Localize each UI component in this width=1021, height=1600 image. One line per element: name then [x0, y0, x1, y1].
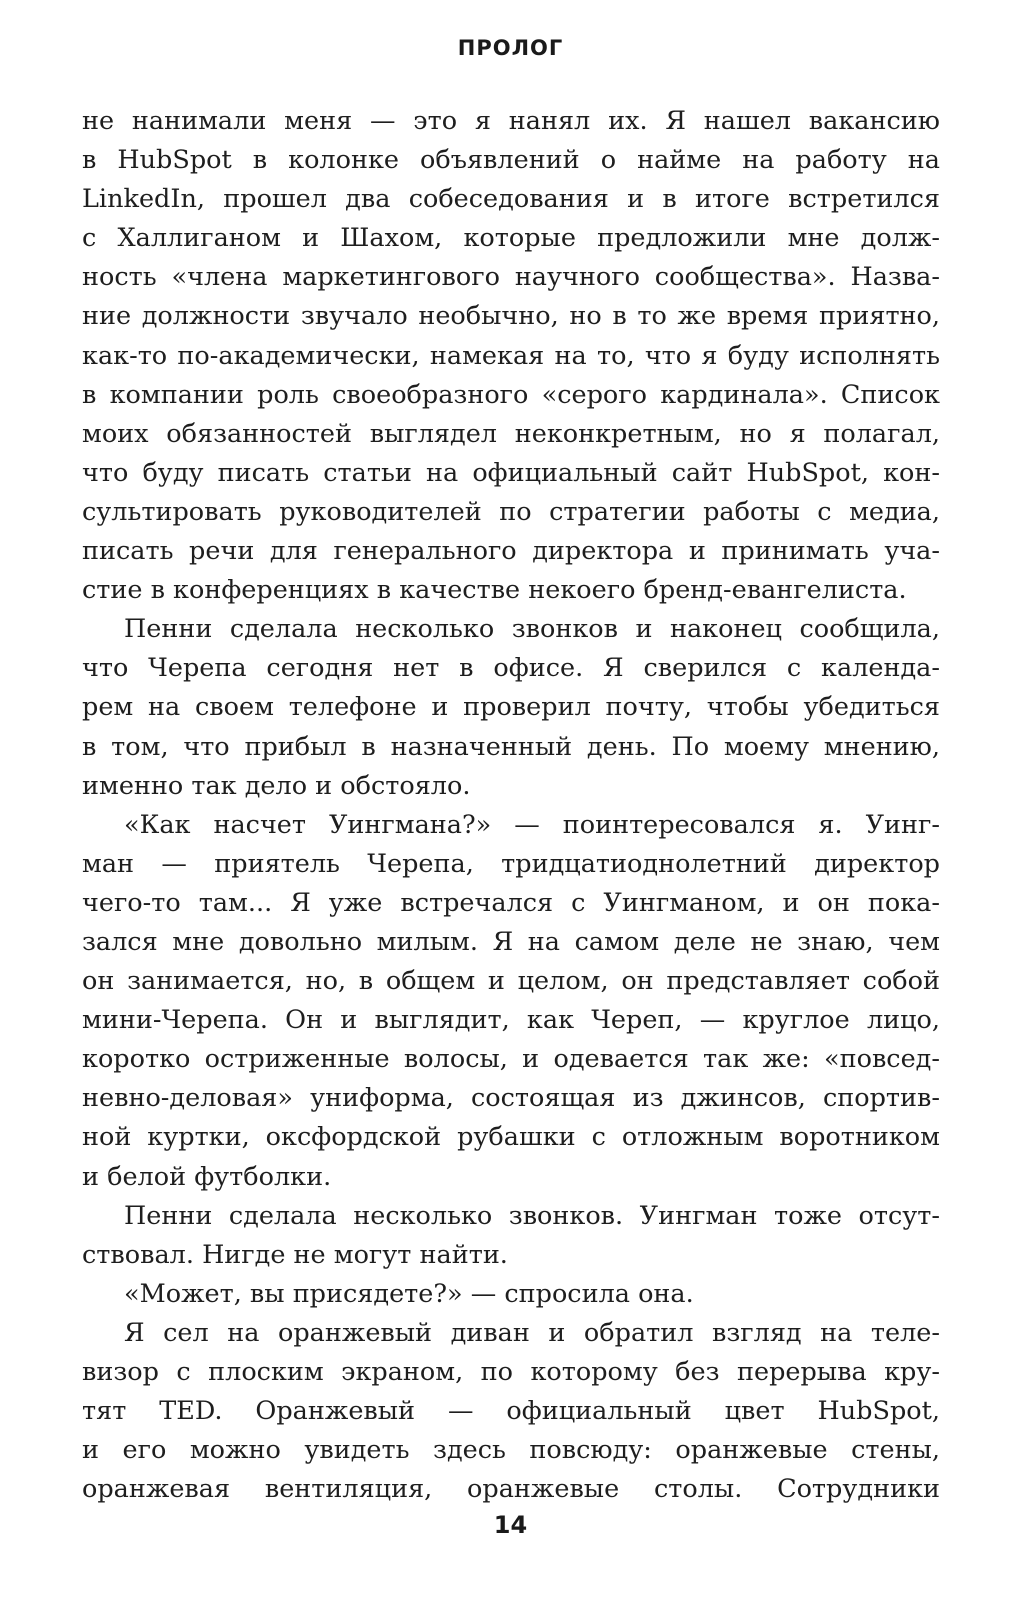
- text-line: невно-деловая» униформа, состоящая из джинсов, спортив-: [82, 1083, 940, 1114]
- text-line: что Черепа сегодня нет в офисе. Я сверился с календа-: [82, 653, 940, 684]
- text-line: зался мне довольно милым. Я на самом деле не знаю, чем: [82, 926, 940, 957]
- text-line: стие в конференциях в качестве некоего бренд-евангелиста.: [82, 575, 907, 606]
- text-line: именно так дело и обстояло.: [82, 770, 471, 801]
- text-line: чего-то там... Я уже встречался с Уингманом, и он пока-: [82, 887, 940, 918]
- text-line: коротко остриженные волосы, и одевается так же: «повсед-: [82, 1044, 940, 1075]
- text-line: оранжевая вентиляция, оранжевые столы. Сотрудники: [82, 1474, 940, 1505]
- text-line: в компании роль своеобразного «серого кардинала». Список: [82, 379, 940, 410]
- text-line: Пенни сделала несколько звонков и наконец сообщила,: [124, 614, 940, 645]
- text-line: сультировать руководителей по стратегии работы с медиа,: [82, 496, 940, 527]
- text-line: мини-Черепа. Он и выглядит, как Череп, — круглое лицо,: [82, 1005, 940, 1036]
- text-line: ствовал. Нигде не могут найти.: [82, 1239, 508, 1270]
- text-line: тят TED. Оранжевый — официальный цвет HubSpot,: [82, 1396, 940, 1427]
- text-line: в том, что прибыл в назначенный день. По моему мнению,: [82, 731, 940, 762]
- text-line: с Халлиганом и Шахом, которые предложили мне долж-: [82, 223, 940, 254]
- text-line: не нанимали меня — это я нанял их. Я нашел вакансию: [82, 106, 940, 136]
- running-head: ПРОЛОГ: [457, 36, 564, 60]
- text-line: «Как насчет Уингмана?» — поинтересовался я. Уинг-: [124, 809, 940, 840]
- text-line: моих обязанностей выглядел неконкретным, но я полагал,: [82, 418, 940, 449]
- text-line: в HubSpot в колонке объявлений о найме на работу на: [82, 145, 940, 176]
- text-line: «Может, вы присядете?» — спросила она.: [124, 1278, 694, 1309]
- text-line: и белой футболки.: [82, 1161, 332, 1192]
- text-line: ной куртки, оксфордской рубашки с отложным воротником: [82, 1122, 940, 1153]
- text-line: ман — приятель Черепа, тридцатиоднолетний директор: [82, 848, 940, 879]
- text-line: и его можно увидеть здесь повсюду: оранжевые стены,: [82, 1435, 940, 1466]
- text-line: Пенни сделала несколько звонков. Уингман тоже отсут-: [124, 1200, 940, 1231]
- text-line: ние должности звучало необычно, но в то же время приятно,: [82, 301, 940, 332]
- text-line: LinkedIn, прошел два собеседования и в итоге встретился: [82, 184, 940, 215]
- text-line: писать речи для генерального директора и принимать уча-: [82, 536, 940, 567]
- text-line: визор с плоским экраном, по которому без перерыва кру-: [82, 1357, 940, 1387]
- body-text: [82, 102, 940, 1509]
- text-line: Я сел на оранжевый диван и обратил взгляд на теле-: [124, 1317, 940, 1348]
- text-line: ность «члена маркетингового научного сообщества». Назва-: [82, 262, 940, 293]
- text-line: он занимается, но, в общем и целом, он представляет собой: [82, 966, 940, 997]
- page-number: 14: [493, 1511, 528, 1539]
- text-line: что буду писать статьи на официальный сайт HubSpot, кон-: [82, 457, 940, 488]
- text-line: как-то по-академически, намекая на то, что я буду исполнять: [82, 340, 940, 371]
- text-line: рем на своем телефоне и проверил почту, чтобы убедиться: [82, 692, 940, 723]
